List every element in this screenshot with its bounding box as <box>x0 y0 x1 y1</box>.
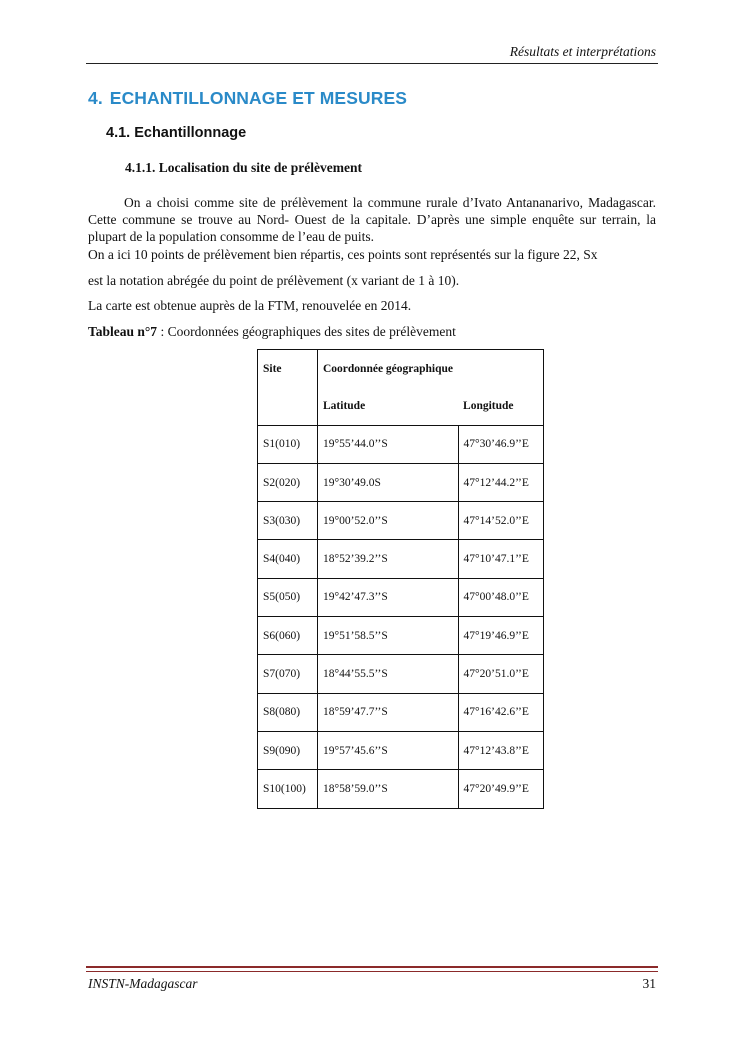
subsubsection-heading: 4.1.1. Localisation du site de prélèvement <box>125 160 362 175</box>
cell-site: S8(080) <box>258 693 318 731</box>
table-caption-label: Tableau n°7 <box>88 324 158 339</box>
table-row <box>258 770 544 808</box>
cell-site: S10(100) <box>258 770 318 808</box>
cell-site: S5(050) <box>258 578 318 616</box>
cell-longitude: 47°20’49.9’’E <box>458 770 543 808</box>
cell-latitude: 18°58’59.0’’S <box>318 770 459 808</box>
page-number: 31 <box>642 976 656 991</box>
cell-latitude: 18°52’39.2’’S <box>318 540 459 578</box>
cell-site: S9(090) <box>258 731 318 769</box>
table-row <box>258 502 544 540</box>
table-row <box>258 655 544 693</box>
running-header: Résultats et interprétations <box>509 44 656 59</box>
section-number: 4. <box>88 88 103 108</box>
footer-rule-thin <box>86 971 658 972</box>
table-row <box>258 578 544 616</box>
cell-latitude: 18°59’47.7’’S <box>318 693 459 731</box>
cell-latitude: 19°57’45.6’’S <box>318 731 459 769</box>
cell-site: S3(030) <box>258 502 318 540</box>
cell-latitude: 18°44’55.5’’S <box>318 655 459 693</box>
cell-latitude: 19°30’49.0S <box>318 463 459 501</box>
table-row <box>258 693 544 731</box>
table-header-row <box>258 350 544 388</box>
header-site: Site <box>258 350 318 388</box>
paragraph-points-line1: On a ici 10 points de prélèvement bien répartis, ces points sont représentés sur la figure 22, Sx <box>88 247 598 262</box>
footer-institution: INSTN-Madagascar <box>88 976 198 991</box>
cell-longitude: 47°14’52.0’’E <box>458 502 543 540</box>
coordinates-table <box>257 349 544 809</box>
cell-latitude: 19°00’52.0’’S <box>318 502 459 540</box>
cell-longitude: 47°10’47.1’’E <box>458 540 543 578</box>
paragraph-intro: On a choisi comme site de prélèvement la commune rurale d’Ivato Antananarivo, Madagascar. Cette commune se trouve au Nord- Ouest de la capitale. D’après une simple enquête sur terrain, la plupart de la population consomme de l’eau de puits. <box>88 195 656 244</box>
cell-longitude: 47°16’42.6’’E <box>458 693 543 731</box>
table-caption-text: : Coordonnées géographiques des sites de prélèvement <box>157 324 456 339</box>
table-row <box>258 425 544 463</box>
paragraph-points-line2: est la notation abrégée du point de prélèvement (x variant de 1 à 10). <box>88 273 460 288</box>
table-row <box>258 540 544 578</box>
cell-latitude: 19°42’47.3’’S <box>318 578 459 616</box>
cell-longitude: 47°19’46.9’’E <box>458 617 543 655</box>
cell-site: S4(040) <box>258 540 318 578</box>
footer-rule-thick <box>86 966 658 968</box>
subsection-heading: 4.1. Echantillonnage <box>106 125 247 141</box>
cell-longitude: 47°20’51.0’’E <box>458 655 543 693</box>
cell-site: S1(010) <box>258 425 318 463</box>
cell-longitude: 47°30’46.9’’E <box>458 425 543 463</box>
table-row <box>258 463 544 501</box>
header-rule <box>86 63 658 64</box>
table-row <box>258 731 544 769</box>
table-subheader-row <box>258 387 544 425</box>
cell-latitude: 19°55’44.0’’S <box>318 425 459 463</box>
cell-longitude: 47°00’48.0’’E <box>458 578 543 616</box>
header-latitude: Latitude <box>318 387 459 425</box>
section-title: ECHANTILLONNAGE ET MESURES <box>109 88 407 108</box>
cell-longitude: 47°12’44.2’’E <box>458 463 543 501</box>
table-row <box>258 617 544 655</box>
cell-site: S2(020) <box>258 463 318 501</box>
cell-latitude: 19°51’58.5’’S <box>318 617 459 655</box>
header-coordinate-spacer <box>458 350 543 388</box>
header-coordinate: Coordonnée géographique <box>318 350 459 388</box>
paragraph-map-source: La carte est obtenue auprès de la FTM, renouvelée en 2014. <box>88 298 412 313</box>
cell-site: S7(070) <box>258 655 318 693</box>
cell-site: S6(060) <box>258 617 318 655</box>
header-longitude: Longitude <box>458 387 543 425</box>
table-caption <box>88 324 456 340</box>
section-heading <box>88 88 407 109</box>
cell-longitude: 47°12’43.8’’E <box>458 731 543 769</box>
subheader-empty <box>258 387 318 425</box>
